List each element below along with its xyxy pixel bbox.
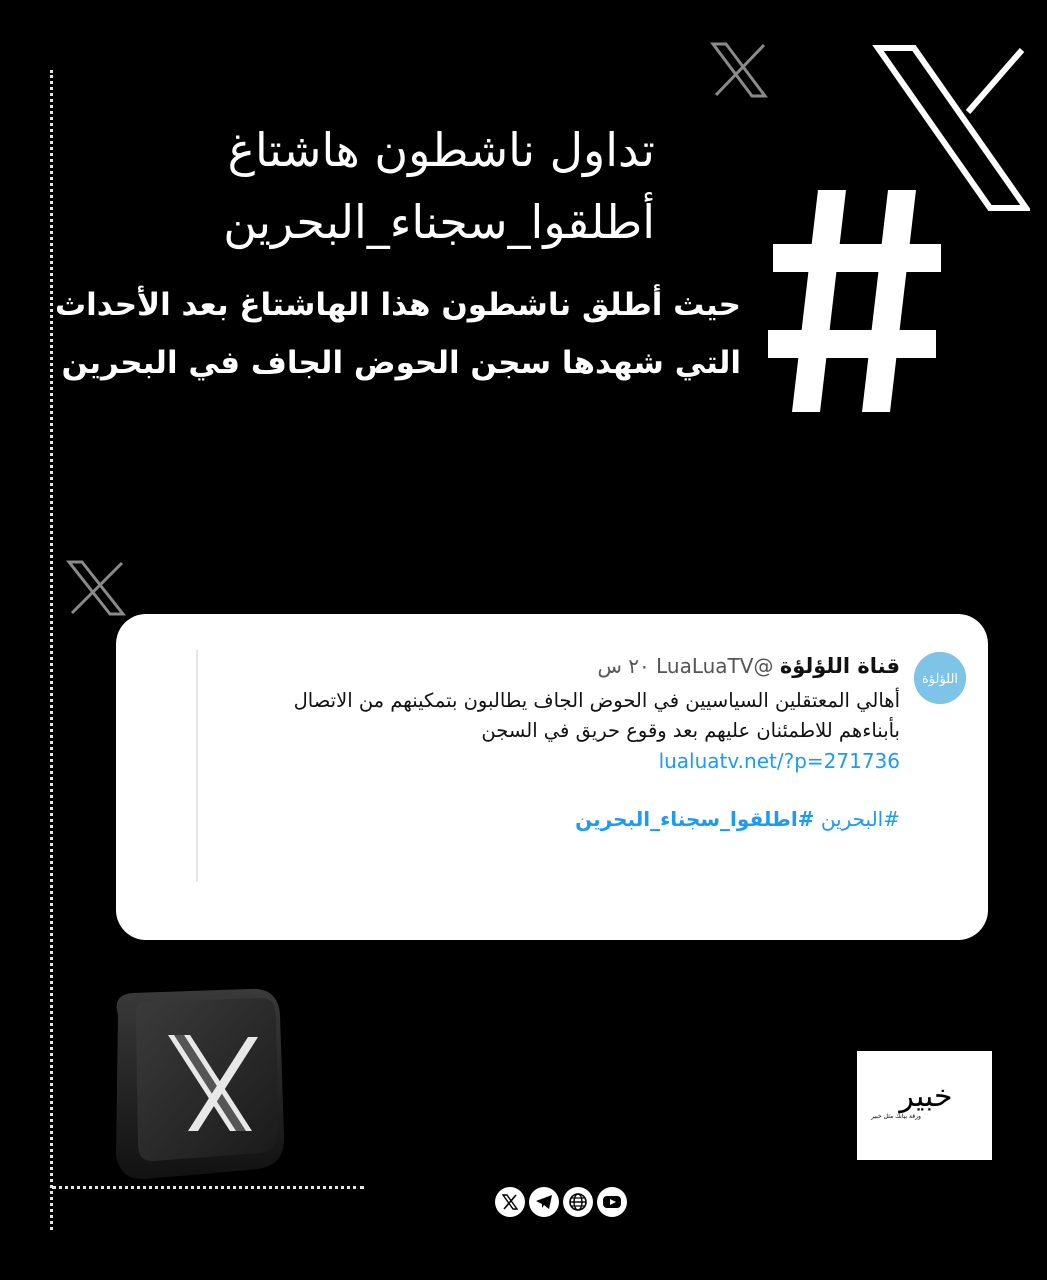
x-icon xyxy=(710,42,768,98)
dotted-divider-horizontal xyxy=(52,1186,364,1189)
tweet[interactable] xyxy=(196,650,968,882)
social-links xyxy=(495,1187,635,1221)
subtext-line-1: حيث أطلق ناشطون هذا الهاشتاغ بعد الأحداث xyxy=(55,287,741,323)
avatar-logo-text: اللؤلؤة xyxy=(921,672,959,687)
hashtag-bahrain[interactable]: #البحرين xyxy=(820,807,900,831)
avatar[interactable] xyxy=(914,652,966,704)
subtext-line-2: التي شهدها سجن الحوض الجاف في البحرين xyxy=(61,345,741,381)
author-handle[interactable]: @LuaLuaTV xyxy=(656,654,774,678)
tweet-body xyxy=(210,650,900,834)
tweet-time[interactable]: ٢٠ س xyxy=(597,654,650,678)
brand-tagline: ورقة بيانك مثل خبير xyxy=(871,1113,921,1120)
tweet-text-line-2: بأبناءهم للاطمئنان عليهم بعد وقوع حريق في السجن xyxy=(481,719,900,742)
hash-icon xyxy=(768,180,943,420)
tweet-hashtags xyxy=(210,804,900,834)
tweet-text-line-1: أهالي المعتقلين السياسيين في الحوض الجاف يطالبون بتمكينهم من الاتصال xyxy=(293,689,900,712)
subtext xyxy=(41,276,741,392)
x-app-icon xyxy=(100,985,290,1181)
author-name[interactable]: قناة اللؤلؤة xyxy=(779,654,900,678)
brand-logo xyxy=(857,1051,992,1160)
globe-icon[interactable] xyxy=(563,1187,593,1217)
youtube-icon[interactable] xyxy=(597,1187,627,1217)
telegram-icon[interactable] xyxy=(529,1187,559,1217)
brand-logo-text: خبير xyxy=(899,1079,953,1114)
x-icon xyxy=(66,560,126,616)
avatar-logo xyxy=(914,652,966,704)
hashtag-release-prisoners[interactable]: #اطلقوا_سجناء_البحرين xyxy=(575,807,815,831)
tweet-card xyxy=(116,614,988,940)
x-icon[interactable] xyxy=(495,1187,525,1217)
dotted-divider-vertical xyxy=(50,70,53,1230)
tweet-text xyxy=(210,686,900,746)
headline-line-2: أطلقوا_سجناء_البحرين xyxy=(223,195,655,249)
headline-line-1: تداول ناشطون هاشتاغ xyxy=(227,123,655,177)
headline xyxy=(55,118,655,254)
tweet-meta xyxy=(210,650,900,682)
tweet-link[interactable]: lualuatv.net/?p=271736 xyxy=(658,749,900,773)
